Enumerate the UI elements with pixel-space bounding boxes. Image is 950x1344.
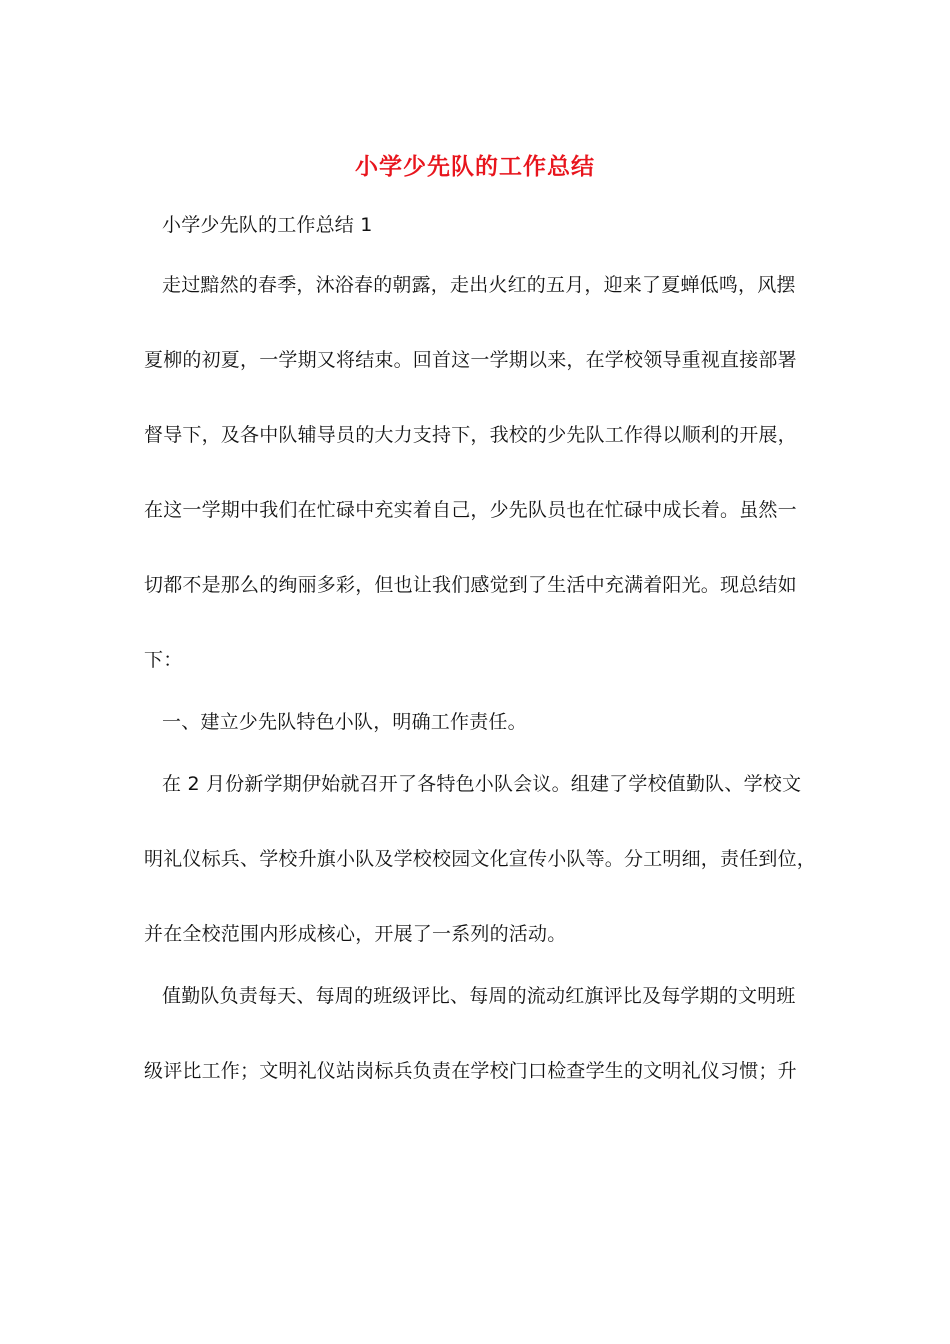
paragraph-line: 下：	[144, 649, 183, 671]
paragraph-line: 督导下，及各中队辅导员的大力支持下，我校的少先队工作得以顺利的开展，	[144, 424, 797, 446]
paragraph-line: 明礼仪标兵、学校升旗小队及学校校园文化宣传小队等。分工明细，责任到位，	[144, 848, 817, 870]
paragraph-line: 夏柳的初夏，一学期又将结束。回首这一学期以来，在学校领导重视直接部署	[144, 349, 797, 371]
paragraph-line: 走过黯然的春季，沐浴春的朝露，走出火红的五月，迎来了夏蝉低鸣，风摆	[162, 274, 796, 296]
paragraph-line: 值勤队负责每天、每周的班级评比、每周的流动红旗评比及每学期的文明班	[162, 985, 796, 1007]
subtitle-line: 小学少先队的工作总结 1	[162, 214, 373, 236]
paragraph-line: 切都不是那么的绚丽多彩，但也让我们感觉到了生活中充满着阳光。现总结如	[144, 574, 797, 596]
paragraph-line: 在 2 月份新学期伊始就召开了各特色小队会议。组建了学校值勤队、学校文	[162, 773, 802, 795]
section-heading: 一、建立少先队特色小队，明确工作责任。	[162, 711, 527, 733]
paragraph-line: 级评比工作；文明礼仪站岗标兵负责在学校门口检查学生的文明礼仪习惯；升	[144, 1060, 797, 1082]
document-title: 小学少先队的工作总结	[355, 154, 595, 180]
paragraph-line: 在这一学期中我们在忙碌中充实着自己，少先队员也在忙碌中成长着。虽然一	[144, 499, 797, 521]
paragraph-line: 并在全校范围内形成核心，开展了一系列的活动。	[144, 923, 567, 945]
